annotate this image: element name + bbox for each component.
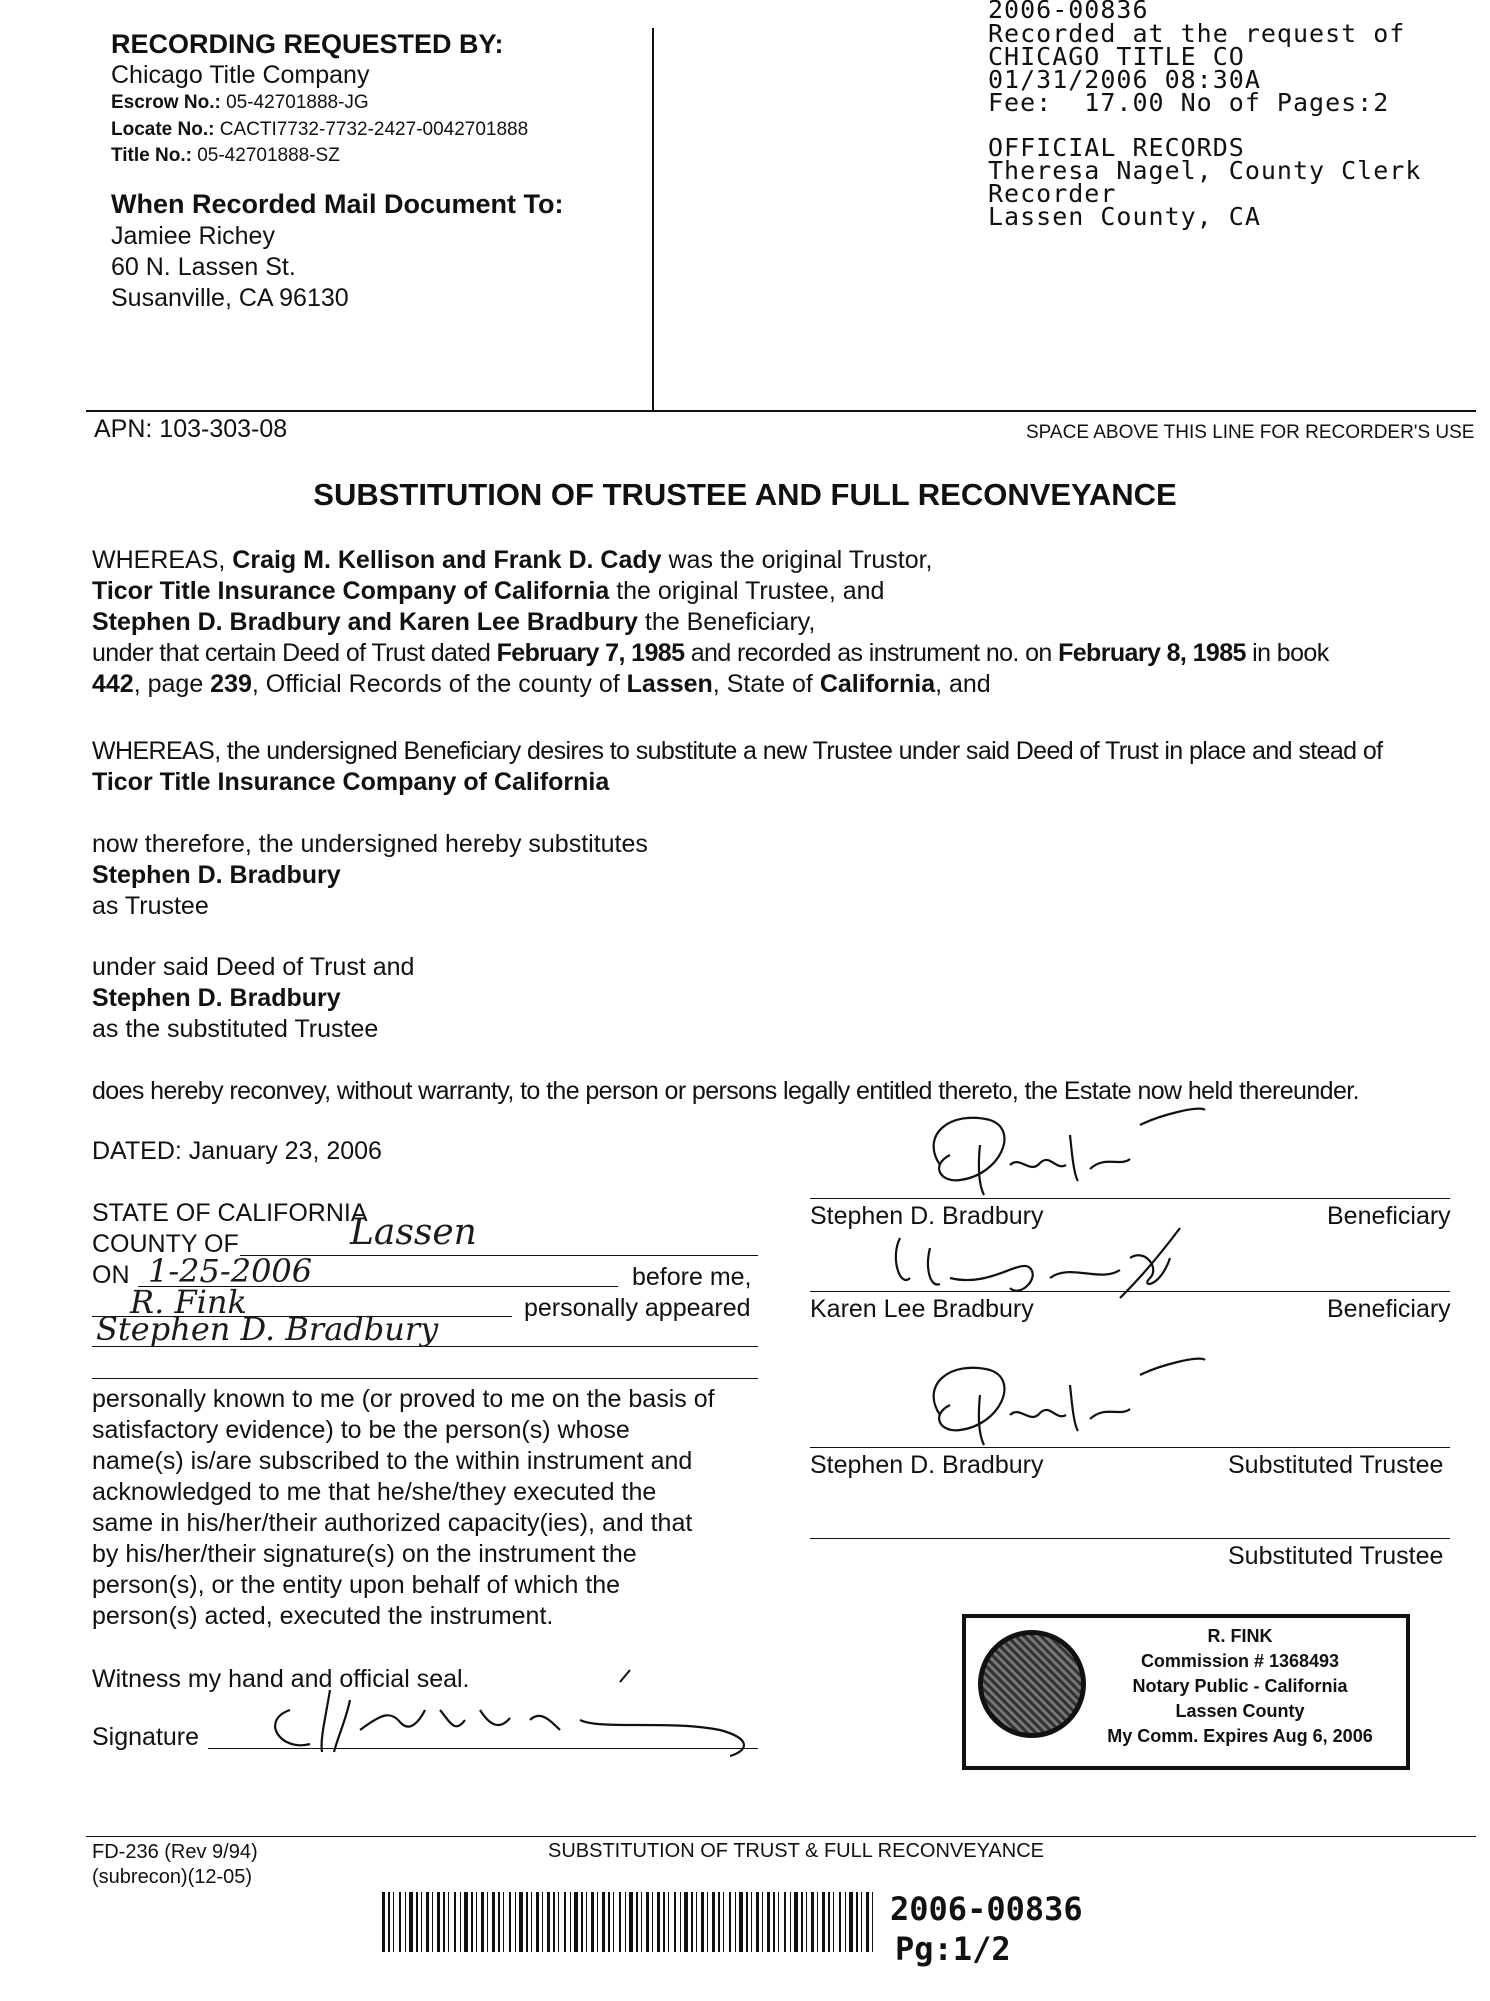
apn: APN: 103-303-08 <box>94 415 288 443</box>
barcode <box>380 1892 880 1956</box>
county-label: COUNTY OF <box>92 1230 239 1258</box>
trustee-signature-1 <box>860 1355 1220 1450</box>
county-handwritten: Lassen <box>350 1212 477 1253</box>
mail-city: Susanville, CA 96130 <box>111 284 349 312</box>
signature-label: Signature <box>92 1723 200 1751</box>
recorder-datetime: 01/31/2006 08:30A <box>988 65 1261 94</box>
signature-line-1 <box>810 1198 1450 1199</box>
company-name: Chicago Title Company <box>111 61 370 89</box>
title-number: Title No.: 05-42701888-SZ <box>111 145 340 166</box>
reconvey-paragraph: does hereby reconvey, without warranty, to the person or persons legally entitled thereto, the Estate now held thereunder. <box>92 1077 1359 1105</box>
recorder-role: Recorder <box>988 179 1117 208</box>
space-above-note: SPACE ABOVE THIS LINE FOR RECORDER'S USE <box>1026 422 1475 443</box>
signature-line-3 <box>810 1447 1450 1448</box>
notary-seal-stamp <box>962 1614 1410 1770</box>
dated-line: DATED: January 23, 2006 <box>92 1137 382 1165</box>
before-me: before me, <box>632 1263 752 1291</box>
date-handwritten: 1-25-2006 <box>148 1252 313 1290</box>
person-handwritten: Stephen D. Bradbury <box>96 1310 439 1348</box>
signer-name-1: Stephen D. Bradbury <box>810 1202 1044 1230</box>
recorder-county: Lassen County, CA <box>988 202 1261 231</box>
mail-to-label: When Recorded Mail Document To: <box>111 189 564 219</box>
barcode-page: Pg:1/2 <box>895 1930 1011 1968</box>
header-divider-vertical <box>652 28 654 412</box>
recital-paragraph: WHEREAS, Craig M. Kellison and Frank D. Cady was the original Trustor, Ticor Title Insurance Company of California the original Trustee, and Stephen D. Bradbury and Karen Lee Bradbury the Beneficiary, under that certain Deed of Trust dated February 7, 1985 and recorded as instrument no. on February 8, 1985 in book 442, page 239, Official Records of the county of Lassen, State of California, and <box>92 546 1329 698</box>
beneficiary-signature-1 <box>860 1105 1220 1200</box>
witness-line: Witness my hand and official seal. <box>92 1665 470 1693</box>
personally-appeared: personally appeared <box>524 1294 751 1322</box>
notary-name-handwritten: R. Fink <box>130 1283 247 1321</box>
signer-role-1: Beneficiary <box>1327 1202 1451 1230</box>
state-seal-icon <box>978 1630 1086 1738</box>
signer-role-3: Substituted Trustee <box>1228 1451 1444 1479</box>
escrow-number: Escrow No.: 05-42701888-JG <box>111 92 369 113</box>
blank-line <box>92 1378 758 1379</box>
recorder-company: CHICAGO TITLE CO <box>988 42 1245 71</box>
signature-line-2 <box>810 1291 1450 1292</box>
notary-signature-scribble <box>250 1660 760 1760</box>
substitutes-paragraph: now therefore, the undersigned hereby substitutes Stephen D. Bradbury as Trustee <box>92 830 648 920</box>
footer-rule <box>86 1836 1476 1837</box>
county-line <box>240 1255 758 1256</box>
requested-by-label: RECORDING REQUESTED BY: <box>111 29 504 59</box>
recorder-doc-number: 2006-00836 <box>988 0 1149 24</box>
acknowledgment-text: personally known to me (or proved to me on the basis of satisfactory evidence) to be the person(s) whose name(s) is/are subscribed to the within instrument and acknowledged to me that he/she/they executed the same in his/her/their authorized capacity(ies), and that by his/her/their signature(s) on the instrument the person(s), or the entity upon behalf of which the person(s) acted, executed the instrument. <box>92 1385 715 1630</box>
recorder-fee: Fee: 17.00 No of Pages:2 <box>988 88 1390 117</box>
on-label: ON <box>92 1261 130 1289</box>
signer-role-2: Beneficiary <box>1327 1295 1451 1323</box>
seal-text: R. FINK Commission # 1368493 Notary Public - California Lassen County My Comm. Expires Aug 6, 2006 <box>1107 1626 1373 1746</box>
signer-name-3: Stephen D. Bradbury <box>810 1451 1044 1479</box>
recorder-request-line: Recorded at the request of <box>988 19 1406 48</box>
mail-name: Jamiee Richey <box>111 222 275 250</box>
signer-name-2: Karen Lee Bradbury <box>810 1295 1034 1323</box>
trustee-paragraph: under said Deed of Trust and Stephen D. Bradbury as the substituted Trustee <box>92 953 415 1043</box>
recorder-official: OFFICIAL RECORDS <box>988 133 1245 162</box>
signer-role-4: Substituted Trustee <box>1228 1542 1444 1570</box>
mail-street: 60 N. Lassen St. <box>111 253 296 281</box>
footer-title: SUBSTITUTION OF TRUST & FULL RECONVEYANCE <box>548 1840 1044 1862</box>
barcode-doc-number: 2006-00836 <box>890 1890 1083 1928</box>
substitution-paragraph: WHEREAS, the undersigned Beneficiary desires to substitute a new Trustee under said Deed of Trust in place and stead of Ticor Title Insurance Company of California <box>92 737 1383 796</box>
signature-line-4 <box>810 1538 1450 1539</box>
state-label: STATE OF CALIFORNIA <box>92 1199 368 1227</box>
document-title: SUBSTITUTION OF TRUSTEE AND FULL RECONVEYANCE <box>313 477 1177 512</box>
form-number: FD-236 (Rev 9/94) (subrecon)(12-05) <box>92 1841 258 1888</box>
recorder-space-line <box>86 410 1476 412</box>
recorder-clerk: Theresa Nagel, County Clerk <box>988 156 1422 185</box>
locate-number: Locate No.: CACTI7732-7732-2427-0042701888 <box>111 119 529 140</box>
